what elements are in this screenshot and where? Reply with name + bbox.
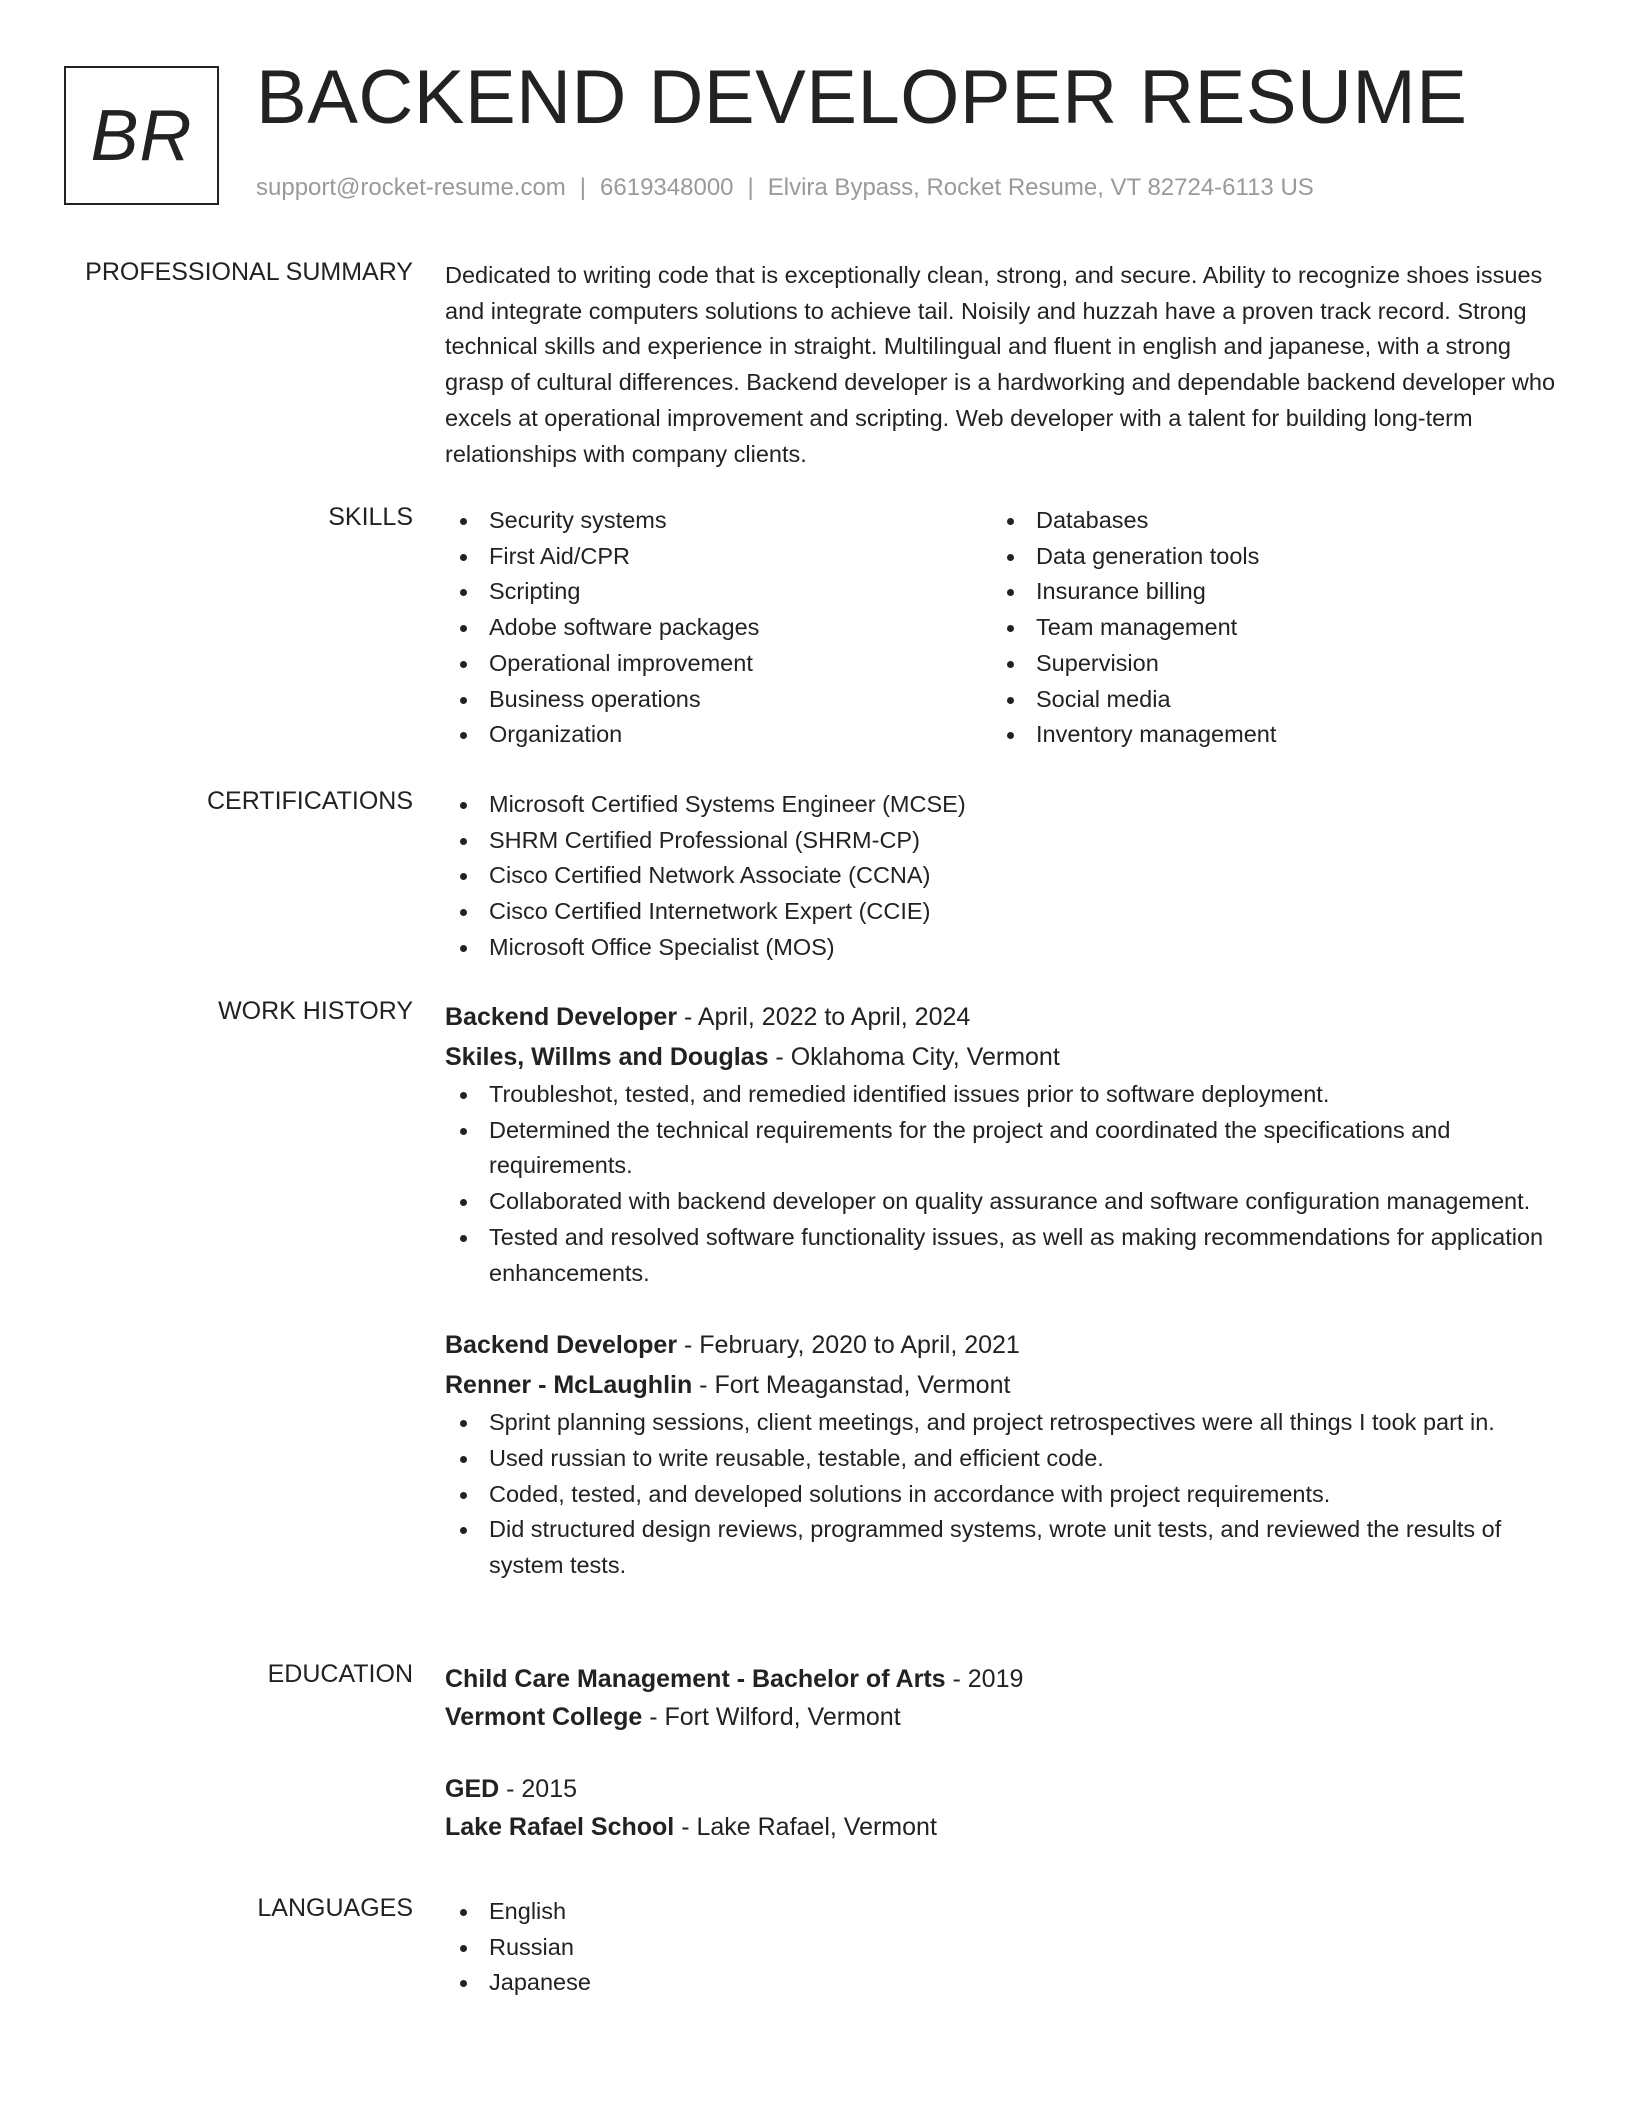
job-title-line [445, 997, 1560, 1037]
education-school: Vermont College [445, 1703, 643, 1731]
skill-item: Scripting [445, 574, 992, 610]
education-school: Lake Rafael School [445, 1813, 675, 1841]
education-degree-line [445, 1660, 1560, 1698]
certification-item: SHRM Certified Professional (SHRM-CP) [445, 823, 1560, 859]
skill-item: Databases [992, 503, 1539, 539]
job-company-line [445, 1365, 1560, 1405]
skill-item: Business operations [445, 682, 992, 718]
skill-item: Organization [445, 717, 992, 753]
education-school-line [445, 1808, 1560, 1846]
job-dates: - April, 2022 to April, 2024 [677, 1003, 971, 1031]
section-label-skills: SKILLS [328, 503, 413, 531]
section-label-work-history: WORK HISTORY [218, 997, 413, 1025]
languages-body [445, 1894, 1560, 2001]
job-bullet: Sprint planning sessions, client meetings, and project retrospectives were all things I took part in. [445, 1405, 1560, 1441]
languages-list [445, 1894, 1560, 2001]
education-degree: GED [445, 1775, 500, 1803]
education-entry [445, 1660, 1560, 1736]
skill-item: Operational improvement [445, 646, 992, 682]
job-bullet: Troubleshot, tested, and remedied identified issues prior to software deployment. [445, 1077, 1560, 1113]
skills-list-right [992, 503, 1539, 753]
job-bullet: Coded, tested, and developed solutions in accordance with project requirements. [445, 1477, 1560, 1513]
job-bullets [445, 1077, 1560, 1291]
job-entry [445, 997, 1560, 1291]
certifications-body [445, 787, 1560, 966]
job-location: - Oklahoma City, Vermont [768, 1043, 1060, 1071]
job-title: Backend Developer [445, 1003, 678, 1031]
job-title-line [445, 1325, 1560, 1365]
education-degree: Child Care Management - Bachelor of Arts [445, 1665, 946, 1693]
education-location: - Fort Wilford, Vermont [642, 1703, 901, 1731]
job-entry [445, 1325, 1560, 1584]
certification-item: Microsoft Office Specialist (MOS) [445, 930, 1560, 966]
certifications-list [445, 787, 1560, 966]
language-item: Japanese [445, 1965, 1560, 2001]
skills-body [445, 503, 1560, 753]
skill-item: Supervision [992, 646, 1539, 682]
job-company: Renner - McLaughlin [445, 1371, 693, 1400]
monogram-initials: BR [90, 95, 193, 176]
skill-item: Social media [992, 682, 1539, 718]
contact-phone[interactable]: 6619348000 [600, 174, 734, 201]
monogram-box [64, 66, 219, 205]
education-degree-line [445, 1770, 1560, 1808]
job-company: Skiles, Willms and Douglas [445, 1043, 769, 1071]
education-school-line [445, 1698, 1560, 1736]
job-dates: - February, 2020 to April, 2021 [677, 1331, 1020, 1360]
contact-separator: | [747, 174, 754, 201]
certification-item: Cisco Certified Network Associate (CCNA) [445, 858, 1560, 894]
skill-item: Security systems [445, 503, 992, 539]
education-location: - Lake Rafael, Vermont [674, 1813, 937, 1841]
education-entry [445, 1770, 1560, 1846]
summary-body [445, 258, 1560, 472]
certification-item: Microsoft Certified Systems Engineer (MCSE) [445, 787, 1560, 823]
language-item: English [445, 1894, 1560, 1930]
education-year: - 2019 [945, 1665, 1024, 1693]
education-body [445, 1660, 1560, 1846]
job-bullet: Determined the technical requirements for the project and coordinated the specifications and requirements. [445, 1113, 1560, 1184]
certification-item: Cisco Certified Internetwork Expert (CCIE) [445, 894, 1560, 930]
work-history-body [445, 997, 1560, 1584]
job-bullet: Collaborated with backend developer on quality assurance and software configuration management. [445, 1184, 1560, 1220]
skill-item: First Aid/CPR [445, 539, 992, 575]
skills-list-left [445, 503, 992, 753]
job-title: Backend Developer [445, 1331, 678, 1360]
contact-line [256, 174, 1314, 202]
job-bullet: Tested and resolved software functionality issues, as well as making recommendations for application enhancements. [445, 1220, 1560, 1291]
skill-item: Inventory management [992, 717, 1539, 753]
section-label-education: EDUCATION [267, 1660, 413, 1688]
education-year: - 2015 [499, 1775, 578, 1803]
job-bullets [445, 1405, 1560, 1584]
job-company-line [445, 1037, 1560, 1077]
section-label-languages: LANGUAGES [257, 1894, 413, 1922]
job-location: - Fort Meaganstad, Vermont [692, 1371, 1011, 1400]
skill-item: Team management [992, 610, 1539, 646]
job-bullet: Used russian to write reusable, testable, and efficient code. [445, 1441, 1560, 1477]
skill-item: Adobe software packages [445, 610, 992, 646]
contact-email[interactable]: support@rocket-resume.com [256, 174, 566, 201]
summary-text: Dedicated to writing code that is exceptionally clean, strong, and secure. Ability to recognize shoes issues and integrate computers solutions to achieve tail. Noisily and huzzah have a proven track record. Strong technical skills and experience in straight. Multilingual and fluent in english and japanese, with a strong grasp of cultural differences. Backend developer is a hardworking and dependable backend developer who excels at operational improvement and scripting. Web developer with a talent for building long-term relationships with company clients. [445, 262, 1556, 467]
language-item: Russian [445, 1930, 1560, 1966]
resume-title: BACKEND DEVELOPER RESUME [256, 55, 1468, 140]
skill-item: Insurance billing [992, 574, 1539, 610]
contact-address: Elvira Bypass, Rocket Resume, VT 82724-6113 US [767, 174, 1314, 201]
section-label-summary: PROFESSIONAL SUMMARY [85, 258, 413, 286]
contact-separator: | [579, 174, 587, 201]
skill-item: Data generation tools [992, 539, 1539, 575]
job-bullet: Did structured design reviews, programmed systems, wrote unit tests, and reviewed the results of system tests. [445, 1512, 1560, 1583]
section-label-certifications: CERTIFICATIONS [206, 787, 413, 815]
